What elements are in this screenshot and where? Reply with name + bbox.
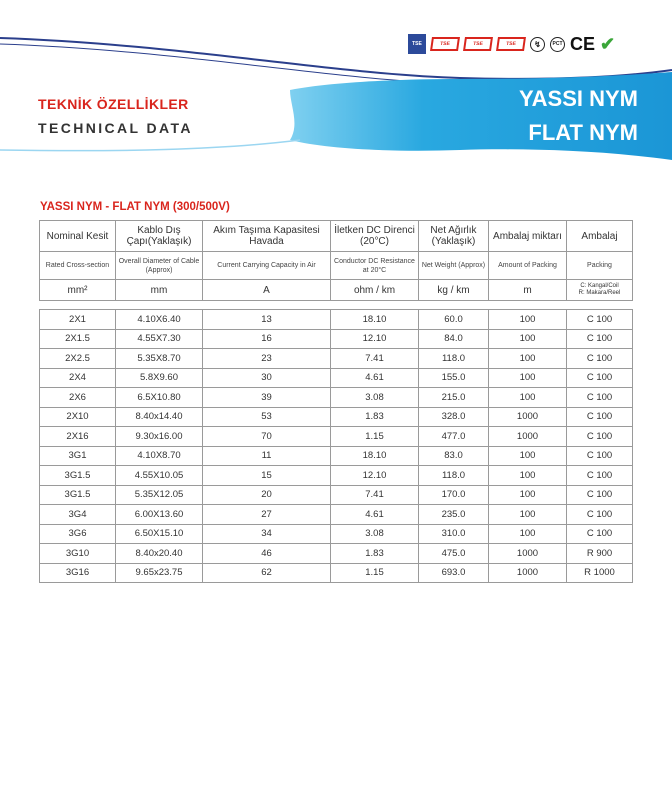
table-cell: R 900 [567, 544, 633, 564]
header-row-english [40, 252, 633, 280]
table-cell: 100 [489, 446, 567, 466]
table-cell: C 100 [567, 349, 633, 369]
table-cell: 2X16 [40, 427, 116, 447]
table-cell: 39 [203, 388, 331, 408]
table-cell: 1.15 [331, 427, 419, 447]
certification-logos [408, 32, 615, 56]
column-header: Net Ağırlık (Yaklaşık) [419, 221, 489, 252]
header-row-turkish [40, 221, 633, 252]
unit-cell: mm² [40, 280, 116, 301]
table-cell: 5.8X9.60 [116, 368, 203, 388]
table-cell: C 100 [567, 505, 633, 525]
table-row [40, 446, 633, 466]
table-cell: 18.10 [331, 446, 419, 466]
table-cell: C 100 [567, 388, 633, 408]
table-cell: 5.35X12.05 [116, 485, 203, 505]
table-cell: C 100 [567, 466, 633, 486]
table-cell: C 100 [567, 524, 633, 544]
table-cell: 100 [489, 310, 567, 330]
section-title-turkish: TEKNİK ÖZELLİKLER [38, 96, 189, 112]
table-cell: 1.83 [331, 544, 419, 564]
table-cell: 3G10 [40, 544, 116, 564]
column-header: Ambalaj miktarı [489, 221, 567, 252]
product-name-turkish: YASSI NYM [518, 86, 638, 111]
column-header: Akım Taşıma Kapasitesi Havada [203, 221, 331, 252]
table-row [40, 544, 633, 564]
table-cell: 3G4 [40, 505, 116, 525]
tse-logo-icon: TSE [496, 37, 526, 51]
table-cell: 53 [203, 407, 331, 427]
table-cell: 11 [203, 446, 331, 466]
column-subheader: Net Weight (Approx) [419, 252, 489, 280]
column-subheader: Amount of Packing [489, 252, 567, 280]
table-cell: 9.30x16.00 [116, 427, 203, 447]
table-cell: C 100 [567, 446, 633, 466]
table-cell: 2X10 [40, 407, 116, 427]
table-cell: 4.61 [331, 505, 419, 525]
table-cell: 4.10X6.40 [116, 310, 203, 330]
table-cell: 100 [489, 368, 567, 388]
table-cell: 4.10X8.70 [116, 446, 203, 466]
table-cell: 3G1.5 [40, 485, 116, 505]
table-cell: 118.0 [419, 349, 489, 369]
table-cell: 70 [203, 427, 331, 447]
table-cell: 4.55X10.05 [116, 466, 203, 486]
table-cell: 1000 [489, 407, 567, 427]
table-cell: 3G1 [40, 446, 116, 466]
table-cell: 12.10 [331, 329, 419, 349]
packing-note-coil: C: Kangal/Coil [580, 283, 619, 289]
table-row [40, 505, 633, 525]
table-cell: 84.0 [419, 329, 489, 349]
table-row [40, 466, 633, 486]
table-cell: 3.08 [331, 524, 419, 544]
column-header: Kablo Dış Çapı(Yaklaşık) [116, 221, 203, 252]
table-cell: 3.08 [331, 388, 419, 408]
table-cell: 170.0 [419, 485, 489, 505]
column-header: İletken DC Direnci (20°C) [331, 221, 419, 252]
table-row [40, 563, 633, 583]
table-cell: 3G6 [40, 524, 116, 544]
unit-cell: A [203, 280, 331, 301]
table-cell: 13 [203, 310, 331, 330]
table-cell: C 100 [567, 310, 633, 330]
tse-logo-icon: TSE [463, 37, 493, 51]
table-cell: 100 [489, 466, 567, 486]
table-row [40, 524, 633, 544]
table-cell: C 100 [567, 329, 633, 349]
circle-mark-icon: ↯ [530, 37, 545, 52]
table-cell: 2X1 [40, 310, 116, 330]
table-cell: C 100 [567, 368, 633, 388]
table-cell: 83.0 [419, 446, 489, 466]
table-row [40, 349, 633, 369]
table-cell: 2X4 [40, 368, 116, 388]
table-row [40, 388, 633, 408]
checkmark-icon: ✔ [600, 33, 616, 54]
table-cell: 1000 [489, 544, 567, 564]
table-cell: 9.65x23.75 [116, 563, 203, 583]
table-cell: 475.0 [419, 544, 489, 564]
table-cell: 1000 [489, 563, 567, 583]
packing-legend [567, 280, 633, 301]
table-cell: 4.55X7.30 [116, 329, 203, 349]
table-cell: 15 [203, 466, 331, 486]
table-cell: 18.10 [331, 310, 419, 330]
table-cell: 100 [489, 485, 567, 505]
table-cell: R 1000 [567, 563, 633, 583]
table-cell: 30 [203, 368, 331, 388]
technical-data-table [39, 220, 633, 583]
table-row [40, 310, 633, 330]
table-cell: 1.15 [331, 563, 419, 583]
table-cell: 4.61 [331, 368, 419, 388]
table-row [40, 368, 633, 388]
table-cell: 27 [203, 505, 331, 525]
table-cell: 8.40x14.40 [116, 407, 203, 427]
table-cell: 100 [489, 505, 567, 525]
table-cell: 60.0 [419, 310, 489, 330]
table-cell: 12.10 [331, 466, 419, 486]
ce-mark-icon: CE [570, 33, 596, 54]
table-cell: C 100 [567, 485, 633, 505]
table-cell: 62 [203, 563, 331, 583]
unit-cell: kg / km [419, 280, 489, 301]
units-row [40, 280, 633, 301]
table-cell: 46 [203, 544, 331, 564]
table-cell: 2X6 [40, 388, 116, 408]
table-cell: 693.0 [419, 563, 489, 583]
column-subheader: Overall Diameter of Cable (Approx) [116, 252, 203, 280]
table-cell: 2X2.5 [40, 349, 116, 369]
pct-logo-icon: PCT [550, 37, 565, 52]
table-cell: 20 [203, 485, 331, 505]
table-cell: 235.0 [419, 505, 489, 525]
column-subheader: Conductor DC Resistance at 20°C [331, 252, 419, 280]
column-header: Nominal Kesit [40, 221, 116, 252]
table-cell: 100 [489, 349, 567, 369]
table-cell: 155.0 [419, 368, 489, 388]
table-row [40, 485, 633, 505]
table-cell: 7.41 [331, 349, 419, 369]
table-cell: 16 [203, 329, 331, 349]
table-cell: 6.00X13.60 [116, 505, 203, 525]
column-subheader: Packing [567, 252, 633, 280]
table-cell: 7.41 [331, 485, 419, 505]
unit-cell: m [489, 280, 567, 301]
column-subheader: Rated Cross-section [40, 252, 116, 280]
spacer-row [40, 301, 633, 310]
certification-logo-icon: TSE [408, 34, 426, 54]
table-cell: 2X1.5 [40, 329, 116, 349]
table-cell: C 100 [567, 427, 633, 447]
product-name-english: FLAT NYM [528, 120, 638, 145]
section-title-english: TECHNICAL DATA [38, 120, 193, 136]
table-cell: 1000 [489, 427, 567, 447]
table-cell: 3G1.5 [40, 466, 116, 486]
table-cell: 100 [489, 524, 567, 544]
table-cell: 118.0 [419, 466, 489, 486]
table-cell: 6.5X10.80 [116, 388, 203, 408]
table-row [40, 407, 633, 427]
table-cell: 5.35X8.70 [116, 349, 203, 369]
tse-logo-icon: TSE [430, 37, 460, 51]
table-body [40, 310, 633, 583]
unit-cell: mm [116, 280, 203, 301]
table-cell: 3G16 [40, 563, 116, 583]
column-subheader: Current Carrying Capacity in Air [203, 252, 331, 280]
column-header: Ambalaj [567, 221, 633, 252]
table-cell: 477.0 [419, 427, 489, 447]
table-cell: 8.40x20.40 [116, 544, 203, 564]
table-cell: 310.0 [419, 524, 489, 544]
table-cell: C 100 [567, 407, 633, 427]
table-cell: 100 [489, 329, 567, 349]
table-cell: 1.83 [331, 407, 419, 427]
table-cell: 100 [489, 388, 567, 408]
packing-note-reel: R: Makara/Reel [578, 290, 621, 296]
unit-cell: ohm / km [331, 280, 419, 301]
table-title: YASSI NYM - FLAT NYM (300/500V) [40, 201, 230, 213]
table-cell: 328.0 [419, 407, 489, 427]
table-cell: 6.50X15.10 [116, 524, 203, 544]
table-cell: 215.0 [419, 388, 489, 408]
table-cell: 23 [203, 349, 331, 369]
table-row [40, 329, 633, 349]
table-row [40, 427, 633, 447]
table-cell: 34 [203, 524, 331, 544]
